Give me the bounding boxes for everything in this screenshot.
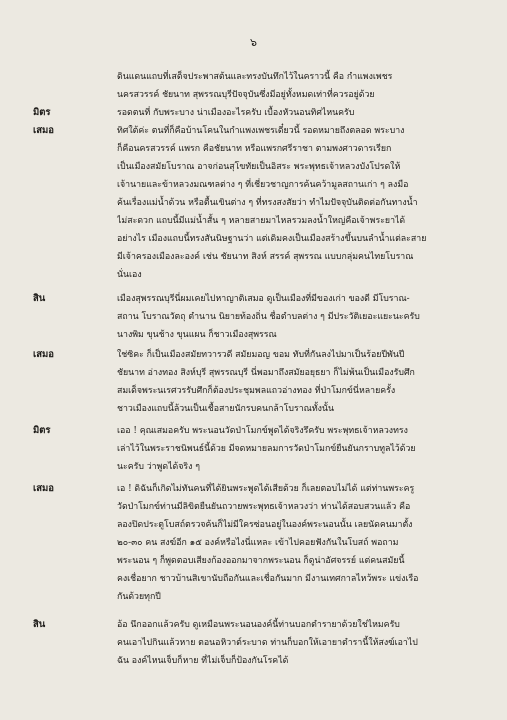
speech-text	[117, 480, 479, 606]
text-line: นั่นเอง	[117, 270, 142, 280]
text-line: ทิศใต้ค่ะ ตนที่ก็คือบ้านโคนในกำแพงเพชรเดี๋ยวนี้ รอดหมายถึงตลอด พระบาง	[117, 126, 405, 136]
speech-text	[117, 68, 479, 104]
dialogue-block-samoe	[33, 346, 479, 418]
text-line: เจ้านายและข้าหลวงมณฑลต่าง ๆ ที่เชี่ยวชาญการค้นคว้ามูลสถานเก่า ๆ ลงมือ	[117, 180, 409, 190]
text-line: มีเจ้าครองเมืองละองค์ เช่น ชัยนาท สิงห์ สรรค์ สุพรรณ แบบกลุ่มคนไทยโบราณ	[117, 252, 414, 262]
text-line: ๒๐-๓๐ คน สงฆ์อีก ๑๕ องค์หรือไงนี่แหละ เข้าไปคอยฟังกันในโบสถ์ พอถาม	[117, 538, 399, 548]
speaker-label: เสมอ	[33, 125, 55, 136]
page-number: ๖	[250, 36, 257, 49]
text-line: รอดตนที่ กับพระบาง น่าเมืองอะไรครับ เบื้องหัวนอนทิศไหนครับ	[117, 108, 355, 118]
text-line: ชาวเมืองแถบนี้ล้วนเป็นเชื้อสายนักรบคนกล้าโบราณทั้งนั้น	[117, 404, 334, 414]
speech-text	[117, 290, 479, 344]
speaker-label: สิน	[33, 293, 46, 304]
text-line: เออ ! คุณเสมอครับ พระนอนวัดป่าโมกข์พูดได้จริงรึครับ พระพุทธเจ้าหลวงทรง	[117, 426, 408, 436]
speaker-label: เสมอ	[33, 483, 55, 494]
text-line: ไม่สะดวก แถบนี้มีแม่น้ำสั้น ๆ หลายสายมาไหลรวมลงน้ำใหญ่คือเจ้าพระยาได้	[117, 216, 406, 226]
speaker-label: เสมอ	[33, 349, 55, 360]
text-line: ดินแดนแถบที่เสด็จประพาสต้นและทรงบันทึกไว้ในคราวนี้ คือ กำแพงเพชร	[117, 72, 393, 82]
text-line: ค้นเรื่องแม่น้ำด้วน หรือตื้นเขินต่าง ๆ ที่ทรงสงสัยว่า ทำไมปัจจุบันติดต่อกันทางน้ำ	[117, 198, 418, 208]
text-line: คงเชื่อยาก ชาวบ้านสิเขานับถือกันและเชื่อกันมาก มีงานเทศกาลไหว้พระ แข่งเรือ	[117, 574, 419, 584]
speaker-label: สิน	[33, 619, 46, 630]
speaker-label: มิตร	[33, 425, 51, 436]
text-line: นางพิม ขุนช้าง ขุนแผน ก็ชาวเมืองสุพรรณ	[117, 330, 277, 340]
speech-text	[117, 122, 479, 284]
speech-text	[117, 422, 479, 476]
text-line: สถาน โบราณวัตถุ ตำนาน นิยายท้องถิ่น ชื่อตำบลต่าง ๆ มีประวัติเยอะแยะนะครับ	[117, 312, 420, 322]
text-line: เล่าไว้ในพระราชนิพนธ์นี้ด้วย มีจดหมายลมการวัดป่าโมกข์ยืนยันกราบทูลไว้ด้วย	[117, 444, 416, 454]
text-line: เป็นเมืองสมัยโบราณ อาจก่อนสุโขทัยเป็นอิสระ พระพุทธเจ้าหลวงบังโปรดให้	[117, 162, 401, 172]
text-line: พระนอน ๆ ก็พูดตอบเสียงก้องออกมาจากพระนอน ก็ดูน่าอัศจรรย์ แต่คนสมัยนี้	[117, 556, 405, 566]
dialogue-block-mit	[33, 422, 479, 476]
text-line: เมืองสุพรรณบุรีนี่ผมเคยไปหาญาติเสมอ ดูเป็นเมืองที่มีของเก่า ของดี มีโบราณ-	[117, 294, 410, 304]
text-line: สมเด็จพระนเรศวรรับศึกก็ต้องประชุมพลแถวอ่างทอง ที่ป่าโมกข์นี่หลายครั้ง	[117, 386, 396, 396]
speech-text	[117, 346, 479, 418]
text-line: ใช่ซิคะ ก็เป็นเมืองสมัยทวารวดี สมัยมอญ ขอม ทับที่กันลงไปมาเป็นร้อยปีพันปี	[117, 350, 405, 360]
dialogue-block-mit	[33, 104, 479, 122]
dialogue-block-sin	[33, 616, 479, 670]
speaker-label: มิตร	[33, 107, 51, 118]
text-line: อย่างไร เมืองแถบนี้ทรงสันนิษฐานว่า แต่เดิมคงเป็นเมืองสร้างขึ้นบนลำน้ำแต่ละสาย	[117, 234, 427, 244]
text-line: กันด้วยทุกปี	[117, 592, 161, 602]
text-line: ลองปิดประตูโบสถ์ตรวจค้นก็ไม่มีใครซ่อนอยู่ในองค์พระนอนนั้น เลยนัดคนมาตั้ง	[117, 520, 413, 530]
text-line: ชัยนาท อ่างทอง สิงห์บุรี สุพรรณบุรี นี่พอมาถึงสมัยอยุธยา ก็ไม่พ้นเป็นเมืองรับศึก	[117, 368, 415, 378]
text-line: วัดป่าโมกข์ท่านมีลิขิตยืนยันถวายพระพุทธเจ้าหลวงว่า ท่านได้สอบสวนแล้ว คือ	[117, 502, 411, 512]
text-line: นะครับ ว่าพูดได้จริง ๆ	[117, 462, 200, 472]
dialogue-block-sin	[33, 290, 479, 344]
text-line: เอ ! ดิฉันก็เกิดไม่ทันคนที่ได้ยินพระพูดได้เสียด้วย ก็เลยตอบไม่ได้ แต่ท่านพระครู	[117, 484, 415, 494]
text-line: ฉัน องค์ไหนเจ็บก็หาย ที่ไม่เจ็บก็ป้องกันโรคได้	[117, 656, 289, 666]
text-line: ก็คือนครสวรรค์ แพรก คือชัยนาท หรือแพรกศรีราชา ตามพงศาวดารเรียก	[117, 144, 392, 154]
text-line: นครสวรรค์ ชัยนาท สุพรรณบุรีปัจจุบันซึ่งมีอยู่ทั้งหมดเท่าที่ควรอยู่ด้วย	[117, 90, 375, 100]
dialogue-block-samoe	[33, 122, 479, 284]
text-line: คนเอาไปกินแล้วหาย ตอนอหิวาต์ระบาด ท่านก็บอกให้เอายาตำรานี้ให้สงฆ์เอาไป	[117, 638, 418, 648]
speech-text	[117, 104, 479, 122]
text-line: อ้อ นึกออกแล้วครับ ดูเหมือนพระนอนองค์นี้ท่านบอกตำรายาด้วยใช่ไหมครับ	[117, 620, 400, 630]
dialogue-block-samoe	[33, 480, 479, 606]
paragraph-intro	[33, 68, 479, 104]
speech-text	[117, 616, 479, 670]
